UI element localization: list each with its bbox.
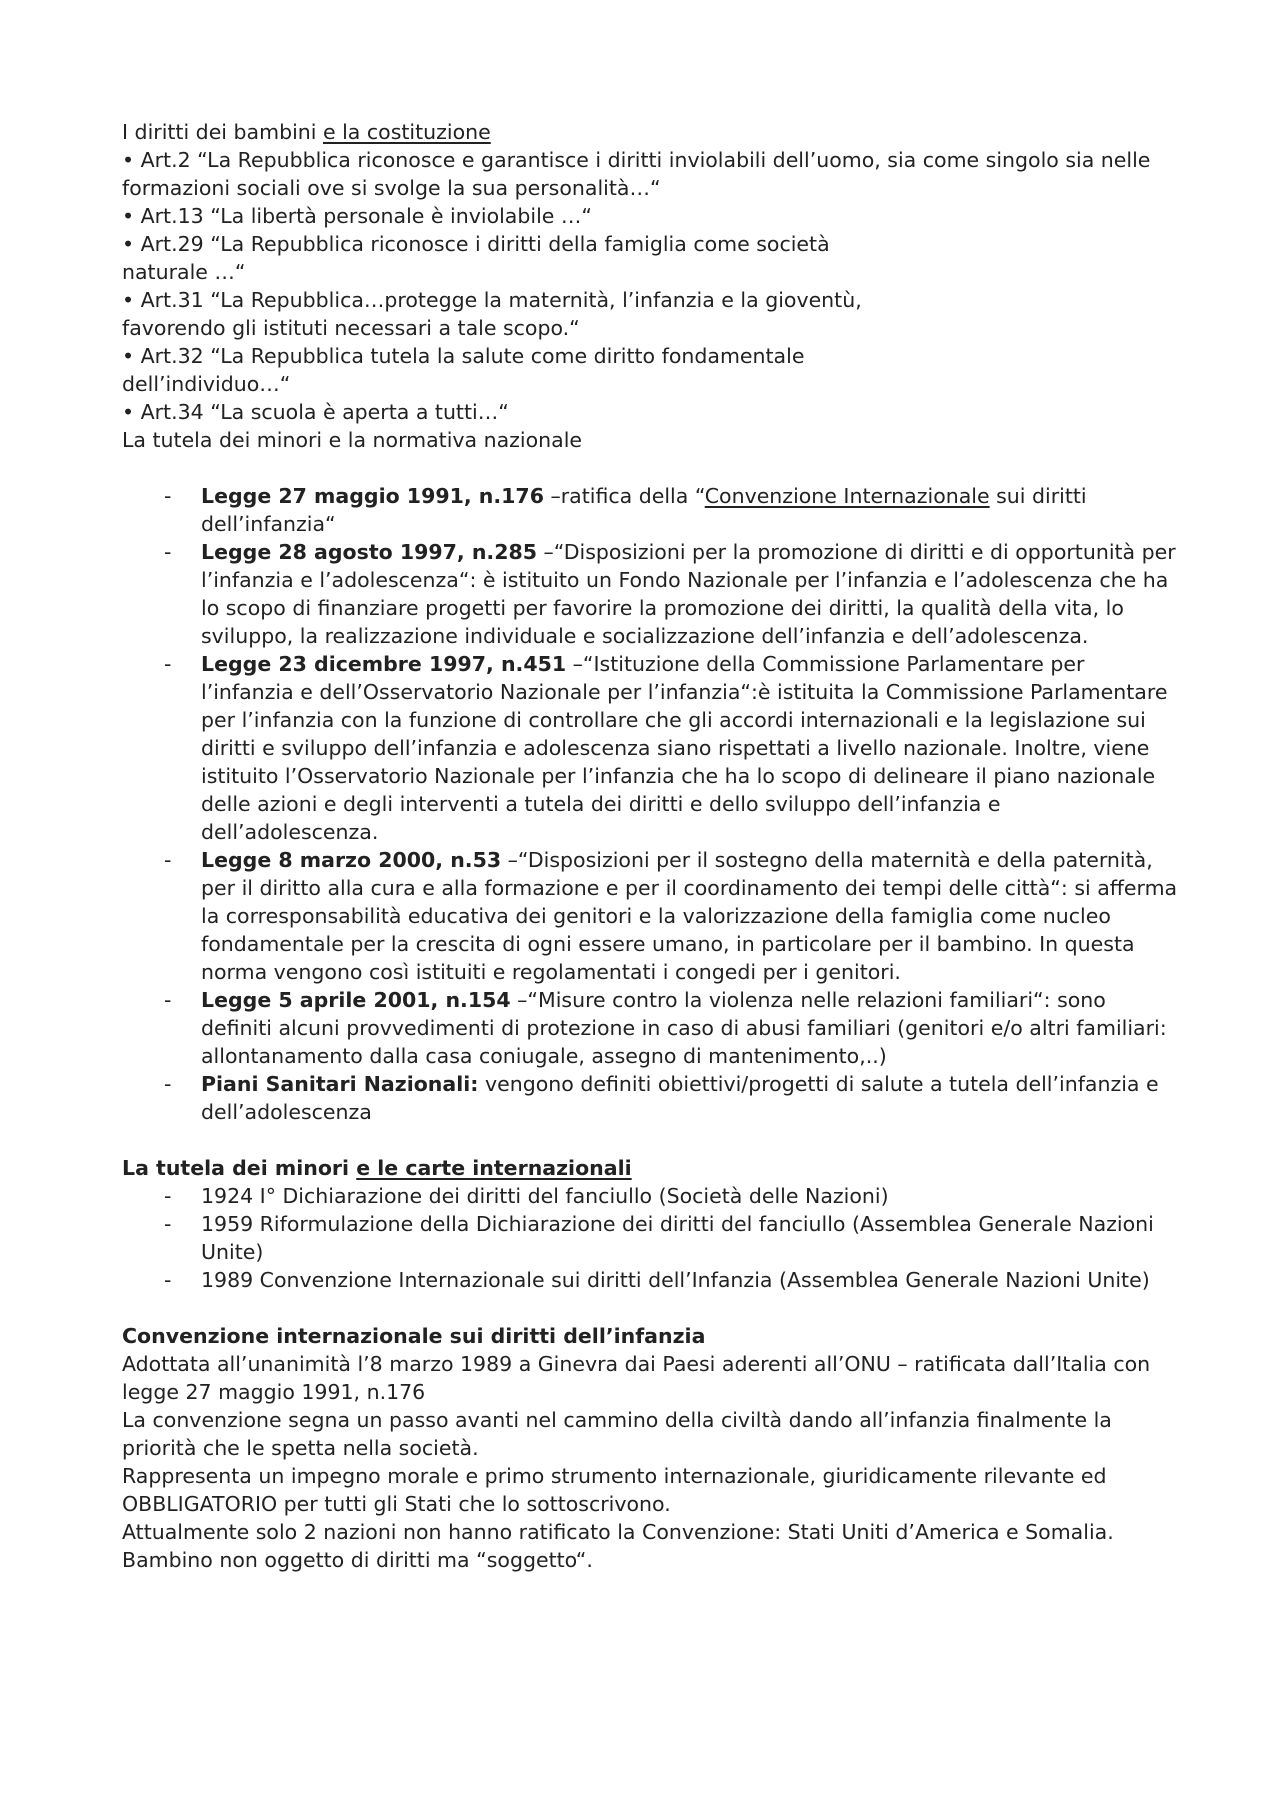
section1-subtitle: La tutela dei minori e la normativa nazionale [122, 428, 583, 452]
article-29: • Art.29 “La Repubblica riconosce i diritti della famiglia come società [122, 232, 830, 256]
list-item: - 1989 Convenzione Internazionale sui diritti dell’Infanzia (Assemblea Generale Nazioni Unite) [164, 1268, 1150, 1292]
section3-paragraph: Adottata all’unanimità l’8 marzo 1989 a Ginevra dai Paesi aderenti all’ONU – ratificata dall’Italia con legge 27 maggio 1991, n.176 [122, 1352, 1151, 1404]
section3-title: Convenzione internazionale sui diritti dell’infanzia [122, 1324, 706, 1348]
section1-title: I diritti dei bambini e la costituzione [122, 120, 491, 144]
section3-paragraph: La convenzione segna un passo avanti nel cammino della civiltà dando all’infanzia finalmente la priorità che le spetta nella società. [122, 1408, 1112, 1460]
section3-paragraph: Rappresenta un impegno morale e primo strumento internazionale, giuridicamente rilevante ed OBBLIGATORIO per tutti gli Stati che lo sottoscrivono. [122, 1464, 1107, 1516]
section3-paragraph: Bambino non oggetto di diritti ma “soggetto“. [122, 1548, 593, 1572]
document-page [122, 118, 1182, 1574]
section3-paragraph: Attualmente solo 2 nazioni non hanno ratificato la Convenzione: Stati Uniti d’America e Somalia. [122, 1520, 1114, 1544]
list-item: - Legge 5 aprile 2001, n.154 –“Misure contro la violenza nelle relazioni familiari“: sono definiti alcuni provvedimenti di protezione in caso di abusi familiari (genitori e/o altri familiari: allontanamento dalla casa coniugale, assegno di mantenimento,..) [164, 988, 1167, 1068]
section2-title: La tutela dei minori e le carte internazionali [122, 1156, 632, 1180]
laws-list [122, 482, 1182, 1126]
list-item: - Legge 23 dicembre 1997, n.451 –“Istituzione della Commissione Parlamentare per l’infanzia e dell’Osservatorio Nazionale per l’infanzia“:è istituita la Commissione Parlamentare per l’infanzia con la funzione di controllare che gli accordi internazionali e la legislazione sui diritti e sviluppo dell’infanzia e adolescenza siano rispettati a livello nazionale. Inoltre, viene istituito l’Osservatorio Nazionale per l’infanzia che ha lo scopo di delineare il piano nazionale delle azioni e degli interventi a tutela dei diritti e dello sviluppo dell’infanzia e dell’adolescenza. [164, 652, 1168, 844]
article-2: • Art.2 “La Repubblica riconosce e garantisce i diritti inviolabili dell’uomo, sia come singolo sia nelle formazioni sociali ove si svolge la sua personalità…“ [122, 148, 1151, 200]
list-item: - Legge 28 agosto 1997, n.285 –“Disposizioni per la promozione di diritti e di opportunità per l’infanzia e l’adolescenza“: è istituito un Fondo Nazionale per l’infanzia e l’adolescenza che ha lo scopo di finanziare progetti per favorire la promozione dei diritti, la qualità della vita, lo sviluppo, la realizzazione individuale e socializzazione dell’infanzia e dell’adolescenza. [164, 540, 1176, 648]
list-item: - Piani Sanitari Nazionali: vengono definiti obiettivi/progetti di salute a tutela dell’infanzia e dell’adolescenza [164, 1072, 1159, 1124]
article-31-cont: favorendo gli istituti necessari a tale scopo.“ [122, 316, 580, 340]
charters-list [122, 1182, 1182, 1294]
article-34: • Art.34 “La scuola è aperta a tutti…“ [122, 400, 509, 424]
article-29-cont: naturale …“ [122, 260, 246, 284]
article-13: • Art.13 “La libertà personale è inviolabile …“ [122, 204, 593, 228]
article-32-cont: dell’individuo…“ [122, 372, 291, 396]
list-item: - 1959 Riformulazione della Dichiarazione dei diritti del fanciullo (Assemblea Generale Nazioni Unite) [164, 1212, 1154, 1264]
article-31: • Art.31 “La Repubblica…protegge la maternità, l’infanzia e la gioventù, [122, 288, 862, 312]
list-item: - 1924 I° Dichiarazione dei diritti del fanciullo (Società delle Nazioni) [164, 1184, 889, 1208]
list-item: - Legge 8 marzo 2000, n.53 –“Disposizioni per il sostegno della maternità e della paternità, per il diritto alla cura e alla formazione e per il coordinamento dei tempi delle città“: si afferma la corresponsabilità educativa dei genitori e la valorizzazione della famiglia come nucleo fondamentale per la crescita di ogni essere umano, in particolare per il bambino. In questa norma vengono così istituiti e regolamentati i congedi per i genitori. [164, 848, 1178, 984]
article-32: • Art.32 “La Repubblica tutela la salute come diritto fondamentale [122, 344, 805, 368]
list-item: - Legge 27 maggio 1991, n.176 –ratifica della “Convenzione Internazionale sui diritti dell’infanzia“ [164, 484, 1087, 536]
